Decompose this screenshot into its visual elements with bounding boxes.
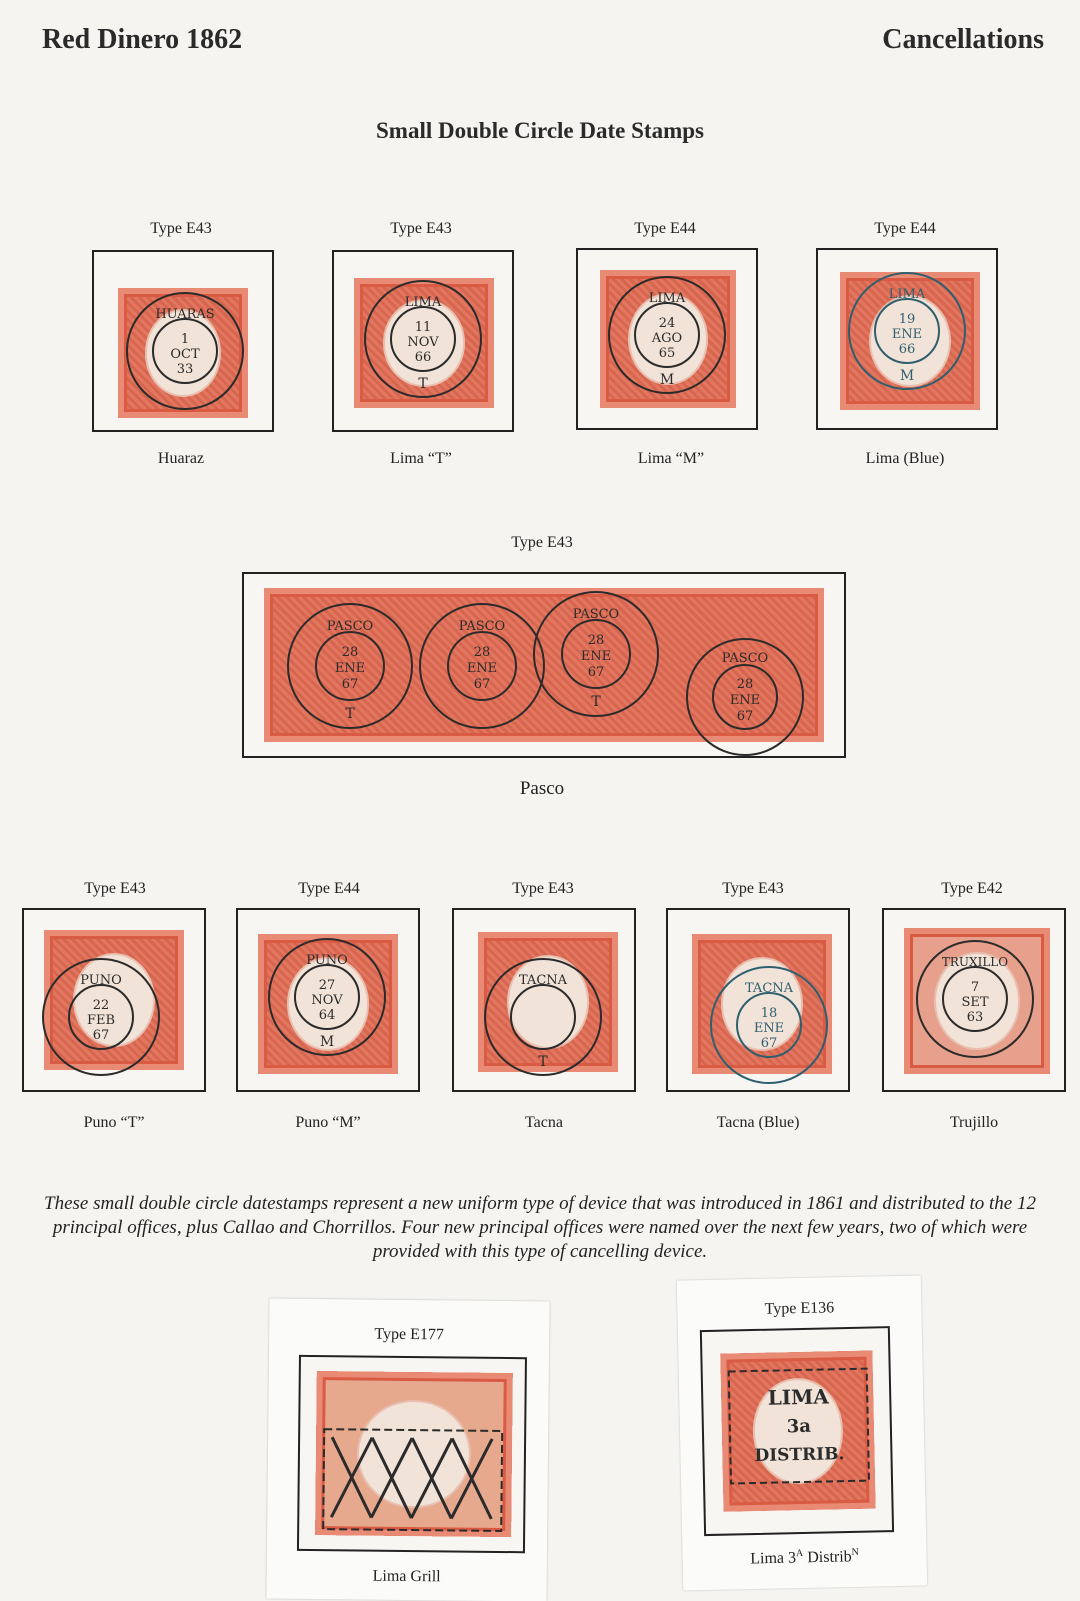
postmark-icon [604,272,730,398]
postmark-icon [844,268,970,394]
postmark-town: PASCO [458,619,506,634]
stamp-frame [452,908,636,1092]
stamp-type-label: Type E44 [298,880,360,897]
postmark-town: LIMA [888,287,926,302]
stamp-type-label: Type E136 [764,1299,835,1318]
postmark-letter: T [538,1054,548,1070]
strip-caption: Pasco [519,778,565,799]
stamp-caption: Puno “M” [295,1114,361,1131]
caption-sup: N [851,1546,859,1558]
stamp-type-label: Type E44 [634,220,696,237]
postmark-month: NOV [407,335,439,350]
postmark-letter: M [319,1034,335,1050]
stamp-type-label: Type E43 [722,880,784,897]
postmark-day: 7 [970,980,980,995]
postmark-day: 22 [92,998,110,1013]
postmark-town: PUNO [306,953,348,968]
postmark-town: TACNA [518,973,568,988]
description-paragraph: These small double circle datestamps represent a new uniform type of device that was introduced in 1861 and distributed to the 12 principal offices, plus Callao and Chorrillos. Four new principal offices were named over the next few years, two of which were provided with this type of cancelling device. [44,1193,1036,1262]
stamp-caption: Puno “T” [83,1114,145,1131]
postmark-month: ENE [729,693,761,708]
stamp-caption: Tacna (Blue) [716,1114,800,1131]
postmark-icon [706,962,832,1088]
postmark-month: AGO [651,331,683,346]
postmark-town: LIMA [648,291,686,306]
stamp-frame [816,248,998,430]
postmark-day: 18 [760,1006,778,1021]
stamp-caption: Trujillo [949,1114,999,1131]
postmark-month: OCT [170,347,200,362]
postmark-letter: T [591,694,601,710]
stamp-type-label: Type E177 [374,1325,445,1344]
postmark-year: 67 [341,677,359,692]
postmark-letter: T [418,376,428,392]
postmark-year: 66 [414,350,432,365]
stamp-frame [666,908,850,1092]
postmark-town: PUNO [80,973,122,988]
postmark-year: 66 [898,342,916,357]
postmark-icon [526,584,666,724]
box-line-3: DISTRIB. [754,1444,845,1466]
strip-type-label: Type E43 [511,534,573,551]
stamp-caption: Huaraz [157,450,205,467]
postmark-month: FEB [86,1013,116,1028]
postmark-letter: M [659,372,675,388]
postmark-letter: M [899,368,915,384]
stamp-type-label: Type E42 [941,880,1003,897]
stamp-caption: Lima “M” [637,450,705,467]
postmark-town: LIMA [404,295,442,310]
postmark-month: NOV [311,993,343,1008]
mounted-card-left [266,1299,549,1601]
stamp-type-label: Type E43 [150,220,212,237]
postmark-day: 27 [318,978,336,993]
stamp-caption: Lima (Blue) [865,450,945,467]
postmark-year: 67 [473,677,491,692]
postmark-day: 28 [736,677,754,692]
section-subtitle: Small Double Circle Date Stamps [376,118,704,143]
stamp-frame [236,908,420,1092]
postmark-icon [480,954,606,1080]
stamp-frame [576,248,758,430]
postmark-month: ENE [753,1021,785,1036]
postmark-month: SET [961,995,989,1010]
postmark-day: 28 [341,645,359,660]
postmark-day: 24 [658,316,676,331]
postmark-month: ENE [466,661,498,676]
stamp-type-label: Type E43 [84,880,146,897]
mounted-card-right [677,1275,927,1590]
postmark-day: 28 [587,633,605,648]
stamp-type-label: Type E43 [512,880,574,897]
stamp-frame [882,908,1066,1092]
grill-cancel-icon [321,1427,504,1533]
stamp-type-label: Type E44 [874,220,936,237]
stamp-caption: Lima Grill [372,1567,441,1586]
postmark-icon [912,936,1038,1062]
postmark-icon [122,288,248,414]
postmark-year: 64 [318,1008,336,1023]
stamp-caption: Tacna [525,1114,563,1131]
caption-part: Distrib [803,1548,852,1567]
stamp-caption [682,1545,926,1569]
postmark-icon [360,276,486,402]
postmark-icon [264,934,390,1060]
stamp-frame [332,250,514,432]
postmark-year: 65 [658,346,676,361]
postmark-town: PASCO [572,607,620,622]
stamp-frame [22,908,206,1092]
postmark-year: 67 [92,1028,110,1043]
postmark-town: PASCO [721,651,769,666]
postmark-day: 19 [898,312,916,327]
boxed-cancel-icon [725,1365,873,1488]
postmark-town: HUARAS [155,307,215,322]
stamp-frame [297,1355,527,1553]
postmark-day: 28 [473,645,491,660]
stamp-type-label: Type E43 [390,220,452,237]
strip-frame [242,572,846,758]
postmark-town: PASCO [326,619,374,634]
postmark-icon [38,954,164,1080]
caption-sup: A [795,1548,804,1560]
postmark-letter: T [345,706,355,722]
caption-part: Lima 3 [750,1549,797,1568]
postmark-year: 33 [176,362,194,377]
postmark-month: ENE [334,661,366,676]
postmark-month: ENE [580,649,612,664]
stamp-frame [700,1326,894,1536]
box-line-2: 3a [786,1415,812,1438]
postmark-year: 67 [587,665,605,680]
box-line-1: LIMA [767,1384,830,1410]
postmark-icon [680,632,810,762]
postmark-month: ENE [891,327,923,342]
postmark-year: 63 [966,1010,984,1025]
postmark-town: TRUXILLO [941,955,1009,969]
page-title-left: Red Dinero 1862 [42,24,243,55]
stamp-caption: Lima “T” [390,450,452,467]
postmark-day: 11 [414,320,432,335]
postmark-year: 67 [760,1036,778,1051]
postmark-town: TACNA [744,981,794,996]
postmark-day: 1 [180,332,190,347]
postmark-icon [280,596,420,736]
postmark-year: 67 [736,709,754,724]
stamp-frame [92,250,274,432]
page-title-right: Cancellations [882,24,1044,55]
